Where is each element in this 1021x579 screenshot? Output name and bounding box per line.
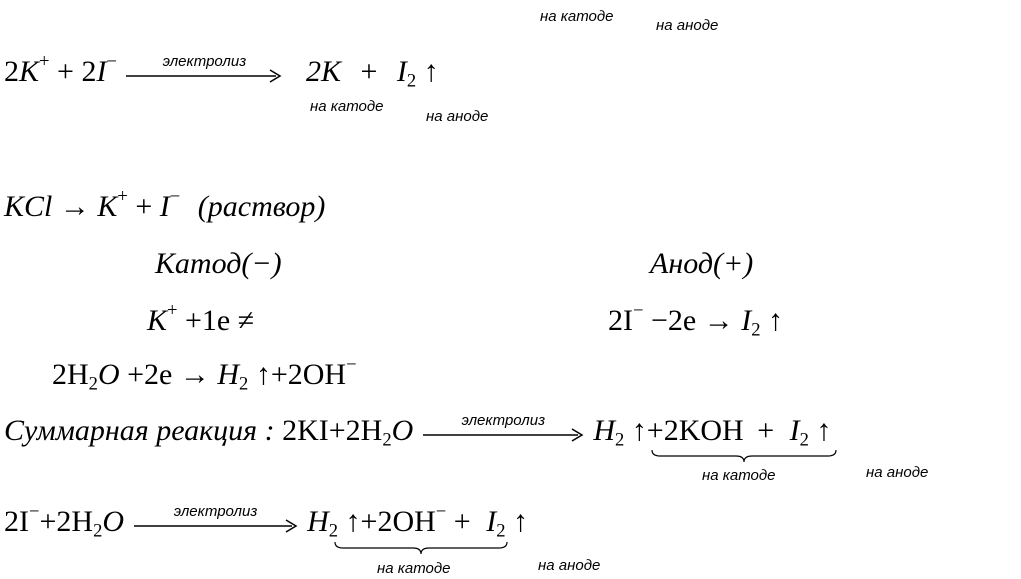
hydroxide: +2OH [360, 505, 436, 538]
electron-term: −2e [651, 304, 697, 337]
up-arrow-icon: ↑ [631, 414, 647, 447]
ion-i: I [159, 190, 170, 223]
product-koh: +2KOH [646, 414, 744, 447]
coef: 2 [4, 55, 19, 88]
top-anode-label: на аноде [656, 17, 719, 34]
electrolysis-arrow [124, 53, 284, 91]
subscript: 2 [328, 520, 339, 542]
coef: 2 [81, 55, 97, 88]
subscript: 2 [496, 520, 506, 542]
summary-anode-label: на аноде [866, 464, 929, 481]
water-o: O [391, 414, 414, 447]
cathode-reaction-2 [52, 354, 357, 395]
salt-formula: KCl [4, 190, 53, 223]
dissociation-equation [4, 186, 326, 224]
electron-term: +2e [127, 358, 173, 391]
arrow-label: электролиз [173, 503, 258, 521]
plus-sign: + [57, 55, 74, 88]
arrow-icon: → [703, 304, 734, 337]
up-arrow-icon: ↑ [345, 505, 361, 538]
hydroxide: +2OH [270, 358, 347, 391]
subscript: 2 [751, 319, 761, 341]
charge: − [169, 186, 181, 208]
top-cathode-label: на катоде [540, 8, 614, 25]
ion-i: I [96, 55, 107, 88]
up-arrow-icon: ↑ [816, 414, 832, 447]
ionic-cathode-label: на катоде [377, 560, 451, 577]
ionic-reaction [4, 501, 528, 542]
arrow-icon: → [179, 358, 210, 391]
water-h: 2H [52, 358, 89, 391]
up-arrow-icon: ↑ [423, 55, 439, 88]
product-iodine: I [396, 55, 407, 88]
ionic-anode-label: на аноде [538, 557, 601, 574]
iodide: 2I [4, 505, 29, 538]
charge: + [117, 186, 128, 208]
arrow-label: электролиз [461, 412, 546, 430]
charge: − [106, 51, 117, 73]
eq1-anode-label: на аноде [426, 108, 489, 125]
cathode-heading: Катод(−) [155, 247, 282, 280]
cathode-reaction-1 [147, 300, 255, 338]
electron-term: +1e ≠ [185, 304, 255, 337]
water-o: O [97, 358, 120, 391]
summary-cathode-label: на катоде [702, 467, 776, 484]
plus-sign: + [757, 414, 775, 447]
charge: + [39, 51, 50, 73]
water-h: +2H [39, 505, 94, 538]
product-iodine: I [789, 414, 800, 447]
product-potassium: 2K [305, 55, 341, 88]
electrolysis-arrow [132, 503, 300, 541]
equation-1: 2K+ + 2I− электролиз $2K + I_2$ ↑ [4, 55, 439, 91]
subscript: 2 [406, 70, 417, 92]
plus-sign: + [453, 505, 471, 538]
salt-formula: 2KI [282, 414, 329, 447]
iodide: 2I [608, 304, 633, 337]
solution-note: (раствор) [197, 190, 326, 223]
arrow-icon: → [59, 190, 90, 223]
ion-k: K [19, 55, 40, 88]
arrow-label: электролиз [162, 53, 247, 71]
subscript: 2 [239, 373, 249, 395]
subscript: 2 [614, 429, 625, 451]
summary-reaction [4, 414, 831, 450]
summary-title: Суммарная реакция : [4, 414, 275, 447]
subscript: 2 [88, 373, 98, 395]
charge: − [29, 501, 40, 523]
electrolysis-arrow [421, 412, 586, 450]
ion-k: K [97, 190, 118, 223]
eq1-cathode-label: на катоде [310, 98, 384, 115]
ion-k: K [147, 304, 168, 337]
charge: + [167, 300, 178, 322]
charge: − [435, 501, 447, 523]
underbrace-cathode [333, 540, 509, 556]
up-arrow-icon: ↑ [513, 505, 528, 538]
product-hydrogen: H [217, 358, 240, 391]
subscript: 2 [382, 429, 392, 451]
product-iodine: I [741, 304, 752, 337]
anode-reaction [608, 300, 784, 341]
anode-heading: Анод(+) [650, 247, 754, 280]
plus-sign: + [135, 190, 153, 223]
product-iodine: I [486, 505, 497, 538]
up-arrow-icon: ↑ [768, 304, 784, 337]
up-arrow-icon: ↑ [255, 358, 271, 391]
product-hydrogen: H [307, 505, 329, 538]
subscript: 2 [799, 429, 809, 451]
subscript: 2 [93, 520, 103, 542]
product-hydrogen: H [593, 414, 615, 447]
charge: − [633, 300, 644, 322]
charge: − [346, 354, 357, 376]
water-o: O [102, 505, 125, 538]
water-h: +2H [328, 414, 383, 447]
underbrace-cathode [650, 448, 838, 464]
